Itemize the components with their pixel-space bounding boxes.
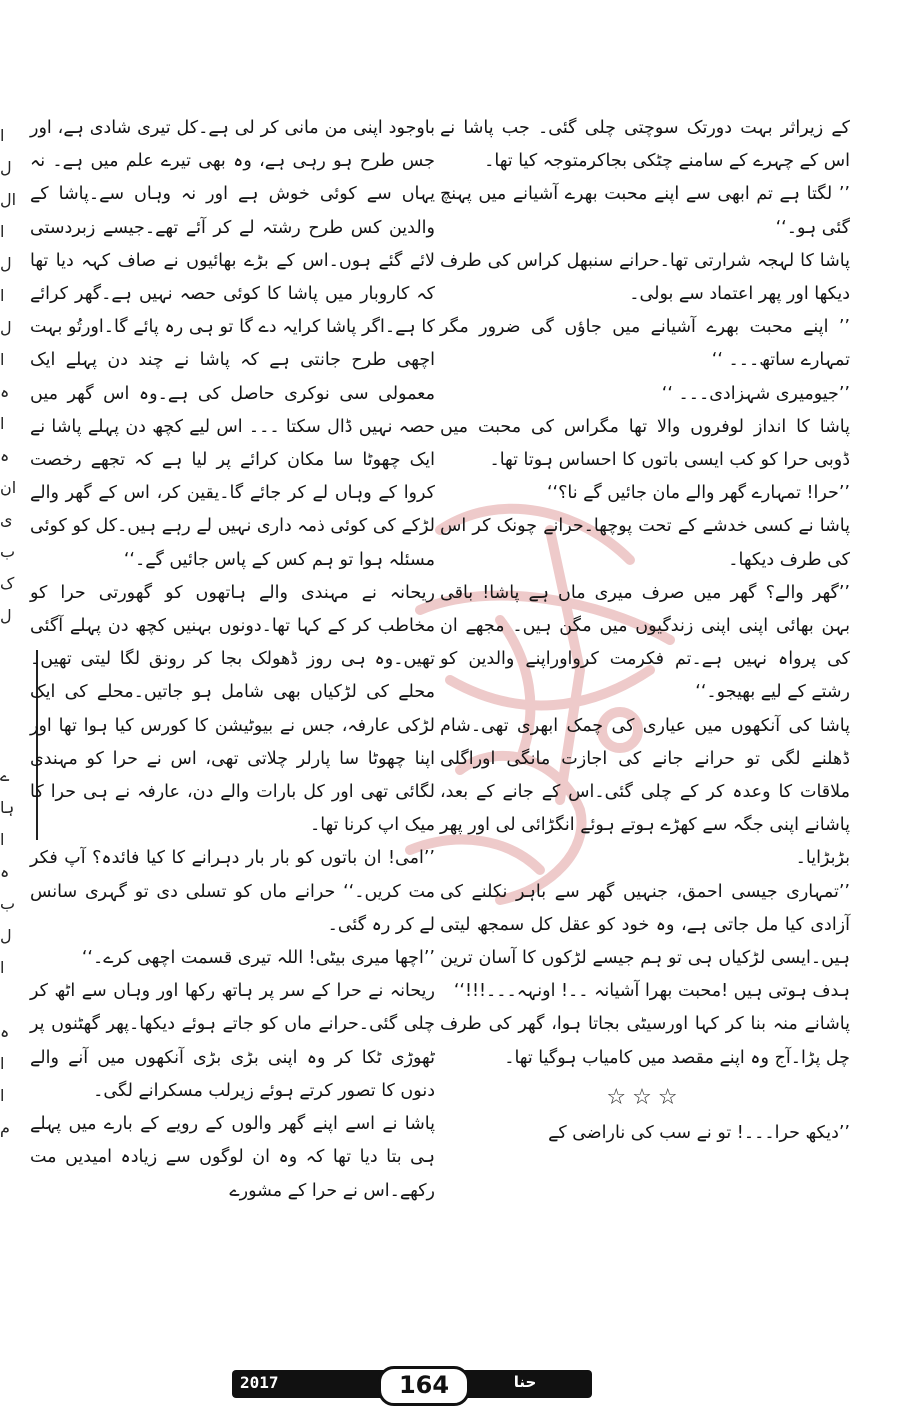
edge-fragment: ا	[0, 1054, 5, 1073]
paragraph: باوجود اپنی من مانی کر لی ہے۔کل تیری شادی ہے، اور جس طرح ہو رہی ہے، وہ بھی تیرے علم میں ہے۔ نہ یہاں سے کوئی خوش ہے اور نہ وہاں سے۔پاشا کے والدین کس طرح رشتہ لے کر آئے تھے۔جیسے زبردستی لائے گئے ہوں۔اس کے بڑے بھائیوں نے صاف کہہ دیا تھا کہ کاروبار میں پاشا کا کوئی حصہ نہیں ہے۔گھر کرائے کا ہے۔اگر پاشا کرایہ دے گا تو ہی رہ پائے گا۔اورتُو بہت اچھی طرح جانتی ہے کہ پاشا نے چند دن پہلے ایک معمولی سی نوکری حاصل کی ہے۔وہ اس گھر میں حصہ نہیں ڈال سکتا ۔۔۔ اس لیے کچھ دن پہلے پاشا نے ایک چھوٹا سا مکان کرائے پر لیا ہے کہ تجھے رخصت کروا کے وہاں لے کر جائے گا۔یقین کر، اس کے گھر والے لڑکے کی کوئی ذمہ داری نہیں لے رہے ہیں۔کل کو کوئی مسئلہ ہوا تو ہم کس کے پاس جائیں گے۔‘‘	[30, 118, 435, 570]
paragraph: ’’ اپنے محبت بھرے آشیانے میں جاؤں گی ضرور مگر تمہارے ساتھ۔۔۔ ‘‘	[440, 317, 850, 371]
edge-fragment	[0, 632, 30, 664]
edge-fragment	[0, 728, 30, 760]
paragraph: ’’تمہاری جیسی احمق، جنہیں گھر سے باہر نکلنے کی آزادی کیا مل جاتی ہے، وہ خود کو عقل کل سمجھ لیتی ہیں۔ایسی لڑکیاں ہی تو ہم جیسے لڑکوں کا آسان ترین ہدف ہوتی ہیں !محبت بھرا آشیانہ ۔۔! اونہہ۔۔۔!!!‘‘	[440, 881, 850, 1002]
paragraph: پاشانے منہ بنا کر کہا اورسیٹی بجاتا ہوا، گھر کی طرف چل پڑا۔آج وہ اپنے مقصد میں کامیاب ہوگیا تھا۔	[440, 1014, 850, 1068]
edge-fragment: ہ	[0, 862, 10, 881]
paragraph: ’’ لگتا ہے تم ابھی سے اپنے محبت بھرے آشیانے میں پہنچ گئی ہو۔‘‘	[440, 184, 850, 238]
paragraph: پاشا کا لہجہ شرارتی تھا۔حرانے سنبھل کراس کی طرف دیکھا اور پھر اعتماد سے بولی۔	[440, 250, 850, 305]
edge-fragment: ب	[0, 894, 16, 913]
footer-magazine-name: حنا	[513, 1373, 537, 1391]
edge-fragment: ا	[0, 350, 5, 369]
paragraph: ’’جیومیری شہزادی۔۔۔ ‘‘	[661, 383, 850, 404]
edge-fragment: ان	[0, 478, 17, 497]
paragraph: کے زیراثر بہت دورتک سوچتی چلی گئی۔ جب پاشا نے اس کے چہرے کے سامنے چٹکی بجاکرمتوجہ کیا تھا۔	[440, 118, 850, 172]
edge-fragment: ا	[0, 830, 5, 849]
left-text-column	[30, 112, 435, 1208]
paragraph: ’’اچھا میری بیٹی! اللہ تیری قسمت اچھی کرے۔‘‘	[81, 948, 435, 969]
edge-fragment: ہ	[0, 382, 10, 401]
paragraph: پاشا کی آنکھوں میں عیاری کی چمک ابھری تھی۔شام ڈھلنے لگی تو حرانے جانے کی اجازت مانگی اوراگلی ملاقات کا وعدہ کر کے چلی گئی۔اس کے جانے کے بعد، پاشانے اپنی جگہ سے کھڑے ہوتے ہوئے انگڑائی لی اور پھر بڑبڑایا۔	[440, 715, 850, 869]
edge-fragment: ب	[0, 542, 16, 561]
edge-fragment: ل	[0, 926, 12, 945]
paragraph: پاشا کا انداز لوفروں والا تھا مگراس کی محبت میں ڈوبی حرا کو کب ایسی باتوں کا احساس ہوتا تھا۔	[440, 416, 850, 471]
edge-fragment: ی	[0, 510, 13, 529]
paragraph: ریحانہ نے مہندی والے ہاتھوں کو گھورتی حرا کو مخاطب کر کے کہا تھا۔دونوں بہنیں کچھ دن پہلے آگئی تھیں۔وہ ہی روز ڈھولک بجا کر رونق لگا لیتی تھیں۔ محلے کی لڑکیاں بھی شامل ہو جاتیں۔محلے کی ایک لڑکی عارفہ، جس نے بیوٹیشن کا کورس کیا ہوا تھا اور اپنا چھوٹا سا پارلر چلاتی تھی، اس نے حرا کو مہندی لگائی تھی اور کل بارات والے دن، عارفہ نے ہی حرا کا میک اپ کرنا تھا۔	[30, 582, 435, 836]
paragraph: ’’امی! ان باتوں کو بار بار دہرانے کا کیا فائدہ؟ آپ فکر مت کریں۔‘‘ حرانے ماں کو تسلی دی تو گہری سانس لے کر رہ گئی۔	[30, 848, 435, 935]
edge-fragment: ا	[0, 1086, 5, 1105]
edge-fragment: ا	[0, 286, 5, 305]
edge-fragment: ہا	[0, 798, 15, 817]
edge-fragment	[0, 984, 30, 1016]
left-edge-fragments	[0, 120, 30, 1360]
edge-fragment	[0, 664, 30, 696]
edge-fragment: ا	[0, 222, 5, 241]
edge-fragment: ل	[0, 606, 12, 625]
edge-fragment: ل	[0, 318, 12, 337]
paragraph: پاشا نے اسے اپنے گھر والوں کے رویے کے بارے میں پہلے ہی بتا دیا تھا کہ وہ ان لوگوں سے زیادہ امیدیں مت رکھے۔اس نے حرا کے مشورے	[30, 1114, 435, 1201]
edge-fragment: م	[0, 1118, 10, 1137]
paragraph: ’’حرا! تمہارے گھر والے مان جائیں گے نا؟‘‘	[546, 483, 850, 504]
right-text-column	[440, 112, 850, 1150]
edge-fragment: ک	[0, 574, 15, 593]
edge-fragment: ا	[0, 958, 5, 977]
edge-fragment: ال	[0, 190, 17, 209]
edge-fragment: ل	[0, 158, 12, 177]
page-number: 164	[378, 1366, 470, 1406]
edge-fragment: ے	[0, 766, 10, 785]
paragraph: ریحانہ نے حرا کے سر پر ہاتھ رکھا اور وہاں سے اٹھ کر چلی گئی۔حرانے ماں کو جاتے ہوئے دیکھا۔پھر گھٹنوں پر ٹھوڑی ٹکا کر وہ اپنی بڑی بڑی آنکھوں میں آنے والے دنوں کا تصور کرتے ہوئے زیرلب مسکرانے لگی۔	[30, 981, 435, 1101]
edge-fragment: ا	[0, 414, 5, 433]
edge-fragment: ہ	[0, 1022, 10, 1041]
edge-fragment: ا	[0, 126, 5, 145]
paragraph: پاشا نے کسی خدشے کے تحت پوچھا۔حرانے چونک کر اس کی طرف دیکھا۔	[440, 516, 850, 570]
section-break-stars: ☆☆☆	[606, 1084, 684, 1110]
footer-year: 2017	[240, 1373, 279, 1392]
edge-fragment: ل	[0, 254, 12, 273]
edge-fragment: ہ	[0, 446, 10, 465]
paragraph: ’’دیکھ حرا۔۔۔! تو نے سب کی ناراضی کے	[548, 1122, 850, 1143]
edge-fragment	[0, 696, 30, 728]
paragraph: ’’گھر والے؟ گھر میں صرف میری ماں ہے پاشا! باقی بہن بھائی اپنی اپنی زندگیوں میں مگن ہیں۔ مجھے ان کی پرواہ نہیں ہے۔تم فکرمت کرواوراپنے والدین کو رشتے کے لیے بھیجو۔‘‘	[440, 582, 850, 703]
